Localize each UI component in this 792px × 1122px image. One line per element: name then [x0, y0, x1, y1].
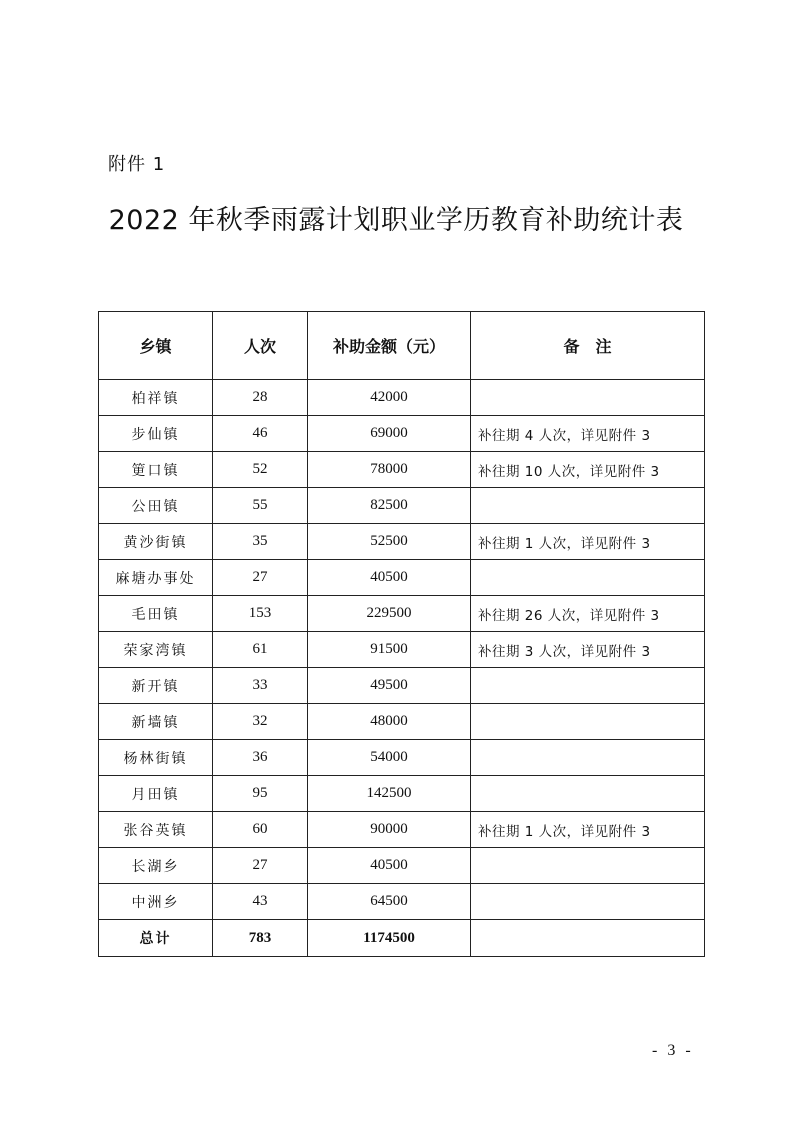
cell-amount: 91500	[308, 632, 471, 668]
cell-count: 55	[213, 488, 308, 524]
cell-amount: 82500	[308, 488, 471, 524]
header-count: 人次	[213, 312, 308, 380]
cell-note	[471, 704, 705, 740]
cell-count: 33	[213, 668, 308, 704]
cell-town: 荣家湾镇	[99, 632, 213, 668]
cell-count: 32	[213, 704, 308, 740]
table-row	[99, 380, 705, 416]
table-row	[99, 884, 705, 920]
cell-count: 95	[213, 776, 308, 812]
cell-note: 补往期 4 人次，详见附件 3	[471, 416, 705, 452]
cell-note	[471, 380, 705, 416]
cell-town: 黄沙街镇	[99, 524, 213, 560]
cell-amount: 40500	[308, 560, 471, 596]
cell-town: 麻塘办事处	[99, 560, 213, 596]
header-amount: 补助金额（元）	[308, 312, 471, 380]
cell-total-count: 783	[213, 920, 308, 957]
cell-note: 补往期 26 人次，详见附件 3	[471, 596, 705, 632]
cell-town: 公田镇	[99, 488, 213, 524]
cell-town: 杨林街镇	[99, 740, 213, 776]
cell-town: 筻口镇	[99, 452, 213, 488]
cell-note	[471, 884, 705, 920]
table-total-row	[99, 920, 705, 957]
cell-count: 52	[213, 452, 308, 488]
table-row	[99, 596, 705, 632]
cell-town: 中洲乡	[99, 884, 213, 920]
cell-amount: 52500	[308, 524, 471, 560]
cell-note	[471, 560, 705, 596]
cell-town: 月田镇	[99, 776, 213, 812]
cell-town: 张谷英镇	[99, 812, 213, 848]
cell-amount: 49500	[308, 668, 471, 704]
table-row	[99, 632, 705, 668]
cell-note	[471, 848, 705, 884]
table-row	[99, 560, 705, 596]
cell-count: 28	[213, 380, 308, 416]
document-title: 2022 年秋季雨露计划职业学历教育补助统计表	[108, 205, 684, 236]
table-row	[99, 488, 705, 524]
cell-note: 补往期 3 人次，详见附件 3	[471, 632, 705, 668]
cell-amount: 54000	[308, 740, 471, 776]
cell-note: 补往期 1 人次，详见附件 3	[471, 812, 705, 848]
table-row	[99, 452, 705, 488]
table-row	[99, 668, 705, 704]
header-note: 备 注	[471, 312, 705, 380]
table-row	[99, 524, 705, 560]
table-row	[99, 740, 705, 776]
cell-town: 步仙镇	[99, 416, 213, 452]
cell-amount: 64500	[308, 884, 471, 920]
table-row	[99, 704, 705, 740]
cell-amount: 90000	[308, 812, 471, 848]
table-row	[99, 812, 705, 848]
cell-town: 柏祥镇	[99, 380, 213, 416]
table-row	[99, 776, 705, 812]
cell-note	[471, 776, 705, 812]
cell-amount: 42000	[308, 380, 471, 416]
cell-count: 27	[213, 848, 308, 884]
table-row	[99, 416, 705, 452]
cell-total-note	[471, 920, 705, 957]
cell-note	[471, 668, 705, 704]
cell-town: 新墙镇	[99, 704, 213, 740]
cell-note	[471, 488, 705, 524]
cell-total-label: 总计	[99, 920, 213, 957]
cell-count: 60	[213, 812, 308, 848]
cell-count: 43	[213, 884, 308, 920]
cell-town: 新开镇	[99, 668, 213, 704]
page-number: - 3 -	[652, 1042, 694, 1059]
cell-count: 36	[213, 740, 308, 776]
cell-amount: 48000	[308, 704, 471, 740]
cell-count: 35	[213, 524, 308, 560]
attachment-label: 附件 1	[108, 154, 166, 175]
table-row	[99, 848, 705, 884]
cell-amount: 69000	[308, 416, 471, 452]
cell-town: 毛田镇	[99, 596, 213, 632]
cell-count: 46	[213, 416, 308, 452]
cell-amount: 142500	[308, 776, 471, 812]
header-town: 乡镇	[99, 312, 213, 380]
cell-total-amount: 1174500	[308, 920, 471, 957]
cell-count: 153	[213, 596, 308, 632]
cell-town: 长湖乡	[99, 848, 213, 884]
cell-note: 补往期 10 人次，详见附件 3	[471, 452, 705, 488]
cell-count: 27	[213, 560, 308, 596]
cell-amount: 78000	[308, 452, 471, 488]
cell-note	[471, 740, 705, 776]
cell-count: 61	[213, 632, 308, 668]
cell-amount: 40500	[308, 848, 471, 884]
table-header-row	[99, 312, 705, 380]
cell-note: 补往期 1 人次，详见附件 3	[471, 524, 705, 560]
subsidy-statistics-table	[98, 311, 705, 957]
cell-amount: 229500	[308, 596, 471, 632]
